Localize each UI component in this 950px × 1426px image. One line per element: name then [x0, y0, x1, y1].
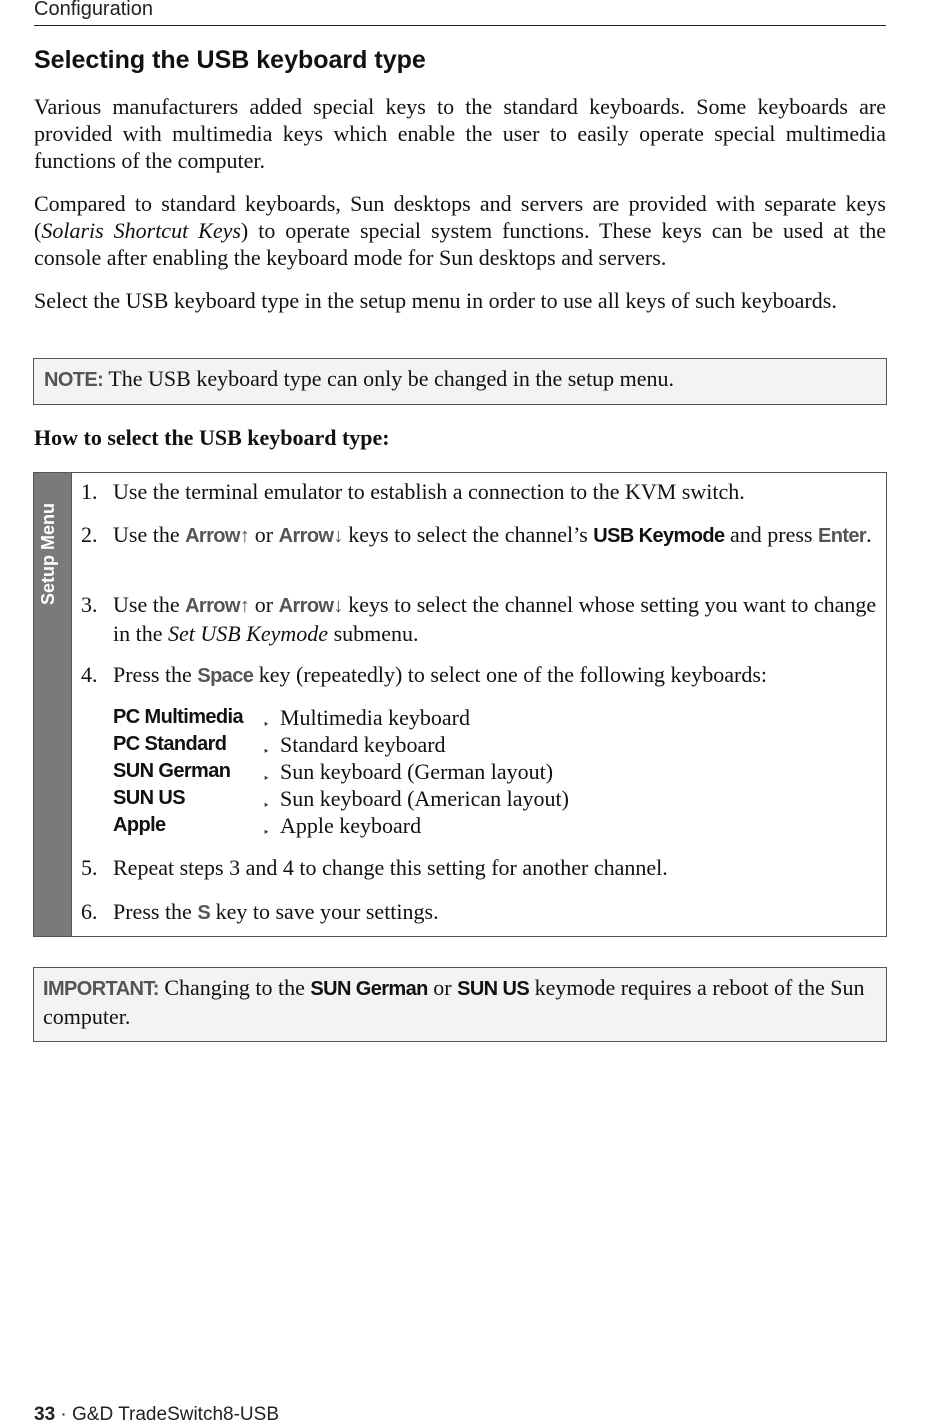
step-text-part: Use the: [113, 592, 186, 617]
bullet-arrow-icon: ‣: [263, 773, 270, 785]
bullet-arrow-icon: ‣: [263, 800, 270, 812]
bullet-arrow-icon: ‣: [263, 719, 270, 731]
sidebar-label: Setup Menu: [38, 503, 58, 605]
important-text-part: Changing to the: [158, 975, 311, 1000]
key-space: Space: [197, 665, 254, 687]
p2-text-b: ) to operate special system functions. These keys can be used at the console after enabling the keyboard mode for Sun desktops and servers.: [34, 218, 886, 270]
step-text: [113, 521, 883, 550]
sidebar-tab: [34, 473, 72, 936]
step-number: 2.: [81, 522, 98, 547]
step-text: [113, 591, 883, 647]
steps-box: [33, 472, 887, 937]
step-text: Use the terminal emulator to establish a connection to the KVM switch.: [113, 479, 745, 504]
important-text-part: keymode requires a reboot of the Sun computer.: [43, 975, 865, 1029]
keymode-sun-german: SUN German: [310, 978, 428, 1000]
keyboard-option-key: PC Multimedia: [113, 706, 243, 728]
note-body: The USB keyboard type can only be changed in the setup menu.: [103, 366, 675, 391]
step-number: 4.: [81, 662, 98, 687]
page-title: Selecting the USB keyboard type: [34, 46, 426, 74]
important-box: [33, 967, 887, 1042]
step-text-part: key (repeatedly) to select one of the following keyboards:: [253, 662, 768, 687]
step-text-part: and press: [724, 522, 818, 547]
keymode-sun-us: SUN US: [457, 978, 530, 1000]
note-box: [33, 358, 887, 405]
product-name: G&D TradeSwitch8-USB: [72, 1404, 279, 1425]
note-label: NOTE:: [44, 369, 104, 391]
important-text: [43, 974, 877, 1030]
footer-separator: ·: [55, 1404, 73, 1425]
step-text-part: Press the: [113, 662, 198, 687]
header-section-label: Configuration: [34, 0, 153, 20]
important-label: IMPORTANT:: [43, 978, 159, 1000]
key-arrow-down: Arrow↓: [278, 595, 343, 617]
step-text-part: submenu.: [328, 621, 419, 646]
p2-text-a: Compared to standard keyboards, Sun desktops and servers are provided with separate keys (: [34, 191, 886, 243]
menu-item-usb-keymode: USB Keymode: [593, 525, 725, 547]
step-text-part: key to save your settings.: [210, 899, 439, 924]
intro-paragraph-3: Select the USB keyboard type in the setup menu in order to use all keys of such keyboards.: [34, 288, 837, 313]
step-number: 5.: [81, 855, 98, 880]
note-text: [44, 365, 674, 394]
keyboard-option-desc: Sun keyboard (American layout): [280, 786, 569, 811]
keyboard-option-desc: Standard keyboard: [280, 732, 446, 757]
step-text-part: Use the: [113, 522, 186, 547]
key-enter: Enter: [817, 525, 867, 547]
step-text-part: Press the: [113, 899, 198, 924]
step-text-part: .: [866, 522, 872, 547]
intro-paragraph-1: Various manufacturers added special keys to the standard keyboards. Some keyboards are provided with multimedia keys which enable the user to easily operate special multimedia functions of the computer.: [34, 94, 886, 173]
step-text: [113, 898, 883, 927]
page-number: 33: [34, 1404, 56, 1425]
keyboard-option-key: Apple: [113, 814, 166, 836]
header-rule: [34, 25, 886, 26]
intro-paragraph-2: [34, 190, 886, 271]
key-arrow-down: Arrow↓: [278, 525, 343, 547]
key-arrow-up: Arrow↑: [185, 525, 250, 547]
submenu-name: Set USB Keymode: [168, 621, 329, 646]
p2-italic: Solaris Shortcut Keys: [41, 218, 241, 243]
keyboard-option-desc: Multimedia keyboard: [280, 705, 471, 730]
keyboard-option-key: SUN US: [113, 787, 185, 809]
keyboard-option-key: PC Standard: [113, 733, 227, 755]
page-footer: [34, 1404, 279, 1426]
step-text-part: keys to select the channel whose setting you want to change in the: [113, 592, 877, 646]
key-arrow-up: Arrow↑: [185, 595, 250, 617]
step-text: [113, 661, 883, 690]
keyboard-option-desc: Sun keyboard (German layout): [280, 759, 554, 784]
bullet-arrow-icon: ‣: [263, 827, 270, 839]
step-number: 3.: [81, 592, 98, 617]
step-text-part: or: [249, 592, 279, 617]
step-text-part: keys to select the channel’s: [342, 522, 594, 547]
keyboard-option-desc: Apple keyboard: [280, 813, 422, 838]
step-number: 1.: [81, 479, 98, 504]
important-text-part: or: [427, 975, 458, 1000]
bullet-arrow-icon: ‣: [263, 746, 270, 758]
step-number: 6.: [81, 899, 98, 924]
keyboard-option-key: SUN German: [113, 760, 231, 782]
step-text-part: or: [249, 522, 279, 547]
key-s: S: [197, 902, 211, 924]
step-text: Repeat steps 3 and 4 to change this setting for another channel.: [113, 855, 668, 880]
howto-heading: How to select the USB keyboard type:: [34, 425, 390, 450]
